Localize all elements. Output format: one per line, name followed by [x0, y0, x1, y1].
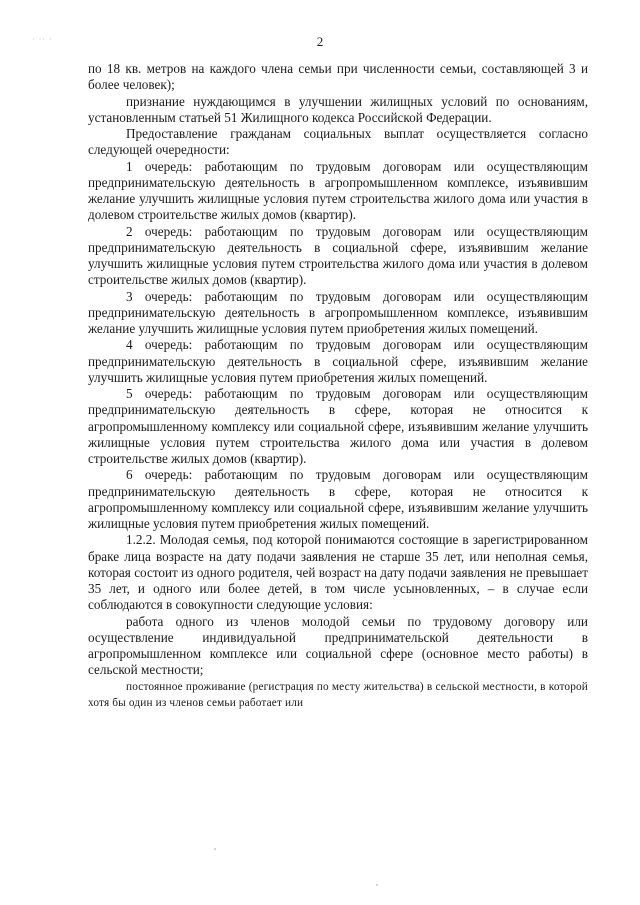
page-number: 2	[316, 34, 324, 49]
paragraph-order-intro: Предоставление гражданам социальных выплат осуществляется согласно следующей очередности:	[88, 126, 588, 158]
paragraph-queue-6: 6 очередь: работающим по трудовым договорам или осуществляющим предпринимательскую деятельность в сфере, которая не относится к агропромышленному комплексу или социальной сфере, изъявившим желание улучшить жилищные условия путем приобретения жилых помещений.	[88, 467, 588, 531]
paragraph-queue-2: 2 очередь: работающим по трудовым договорам или осуществляющим предпринимательскую деятельность в социальной сфере, изъявившим желание улучшить жилищные условия путем строительства жилого дома или участия в долевом строительстве жилых домов (квартир).	[88, 223, 588, 288]
document-body	[88, 61, 588, 711]
paragraph-queue-3: 3 очередь: работающим по трудовым договорам или осуществляющим предпринимательскую деятельность в агропромышленном комплексе, изъявившим желание улучшить жилищные условия путем приобретения жилых помещений.	[88, 288, 588, 336]
paragraph-queue-1: 1 очередь: работающим по трудовым договорам или осуществляющим предпринимательскую деятельность в агропромышленном комплексе, изъявившим желание улучшить жилищные условия путем строительства жилого дома или участия в долевом строительстве жилых домов (квартир).	[88, 158, 588, 223]
scan-speck	[214, 848, 216, 850]
paragraph-queue-4: 4 очередь: работающим по трудовым договорам или осуществляющим предпринимательскую деятельность в социальной сфере, изъявившим желание улучшить жилищные условия путем приобретения жилых помещений.	[88, 337, 588, 385]
paragraph-recognition-need: признание нуждающимся в улучшении жилищных условий по основаниям, установленным статьей 51 Жилищного кодекса Российской Федерации.	[88, 93, 588, 125]
paragraph-young-family: 1.2.2. Молодая семья, под которой понимаются состоящие в зарегистрированном браке лица возрасте на дату подачи заявления не старше 35 лет, или неполная семья, которая состоит из одного родителя, чей возраст на дату подачи заявления не превышает 35 лет, и одного или более детей, в том числе усыновленных, – в случае если соблюдаются в совокупности следующие условия:	[88, 532, 588, 613]
scan-speck	[376, 884, 378, 886]
scan-corner-mark: · ·· ·	[32, 35, 53, 44]
paragraph-residence-condition: постоянное проживание (регистрация по месту жительства) в сельской местности, в которой хотя бы один из членов семьи работает или	[88, 680, 588, 709]
paragraph-queue-5: 5 очередь: работающим по трудовым договорам или осуществляющим предпринимательскую деятельность в сфере, которая не относится к агропромышленному комплексу или социальной сфере, изъявившим желание улучшить жилищные условия путем строительства жилого дома или участия в долевом строительстве жилых домов (квартир).	[88, 386, 588, 466]
paragraph-work-condition: работа одного из членов молодой семьи по трудовому договору или осуществление индивидуальной предпринимательской деятельности в агропромышленном комплексе или социальной сфере (основное место работы) в сельской местности;	[88, 613, 588, 678]
paragraph-continuation: по 18 кв. метров на каждого члена семьи при численности семьи, составляющей 3 и более человек);	[88, 61, 588, 93]
